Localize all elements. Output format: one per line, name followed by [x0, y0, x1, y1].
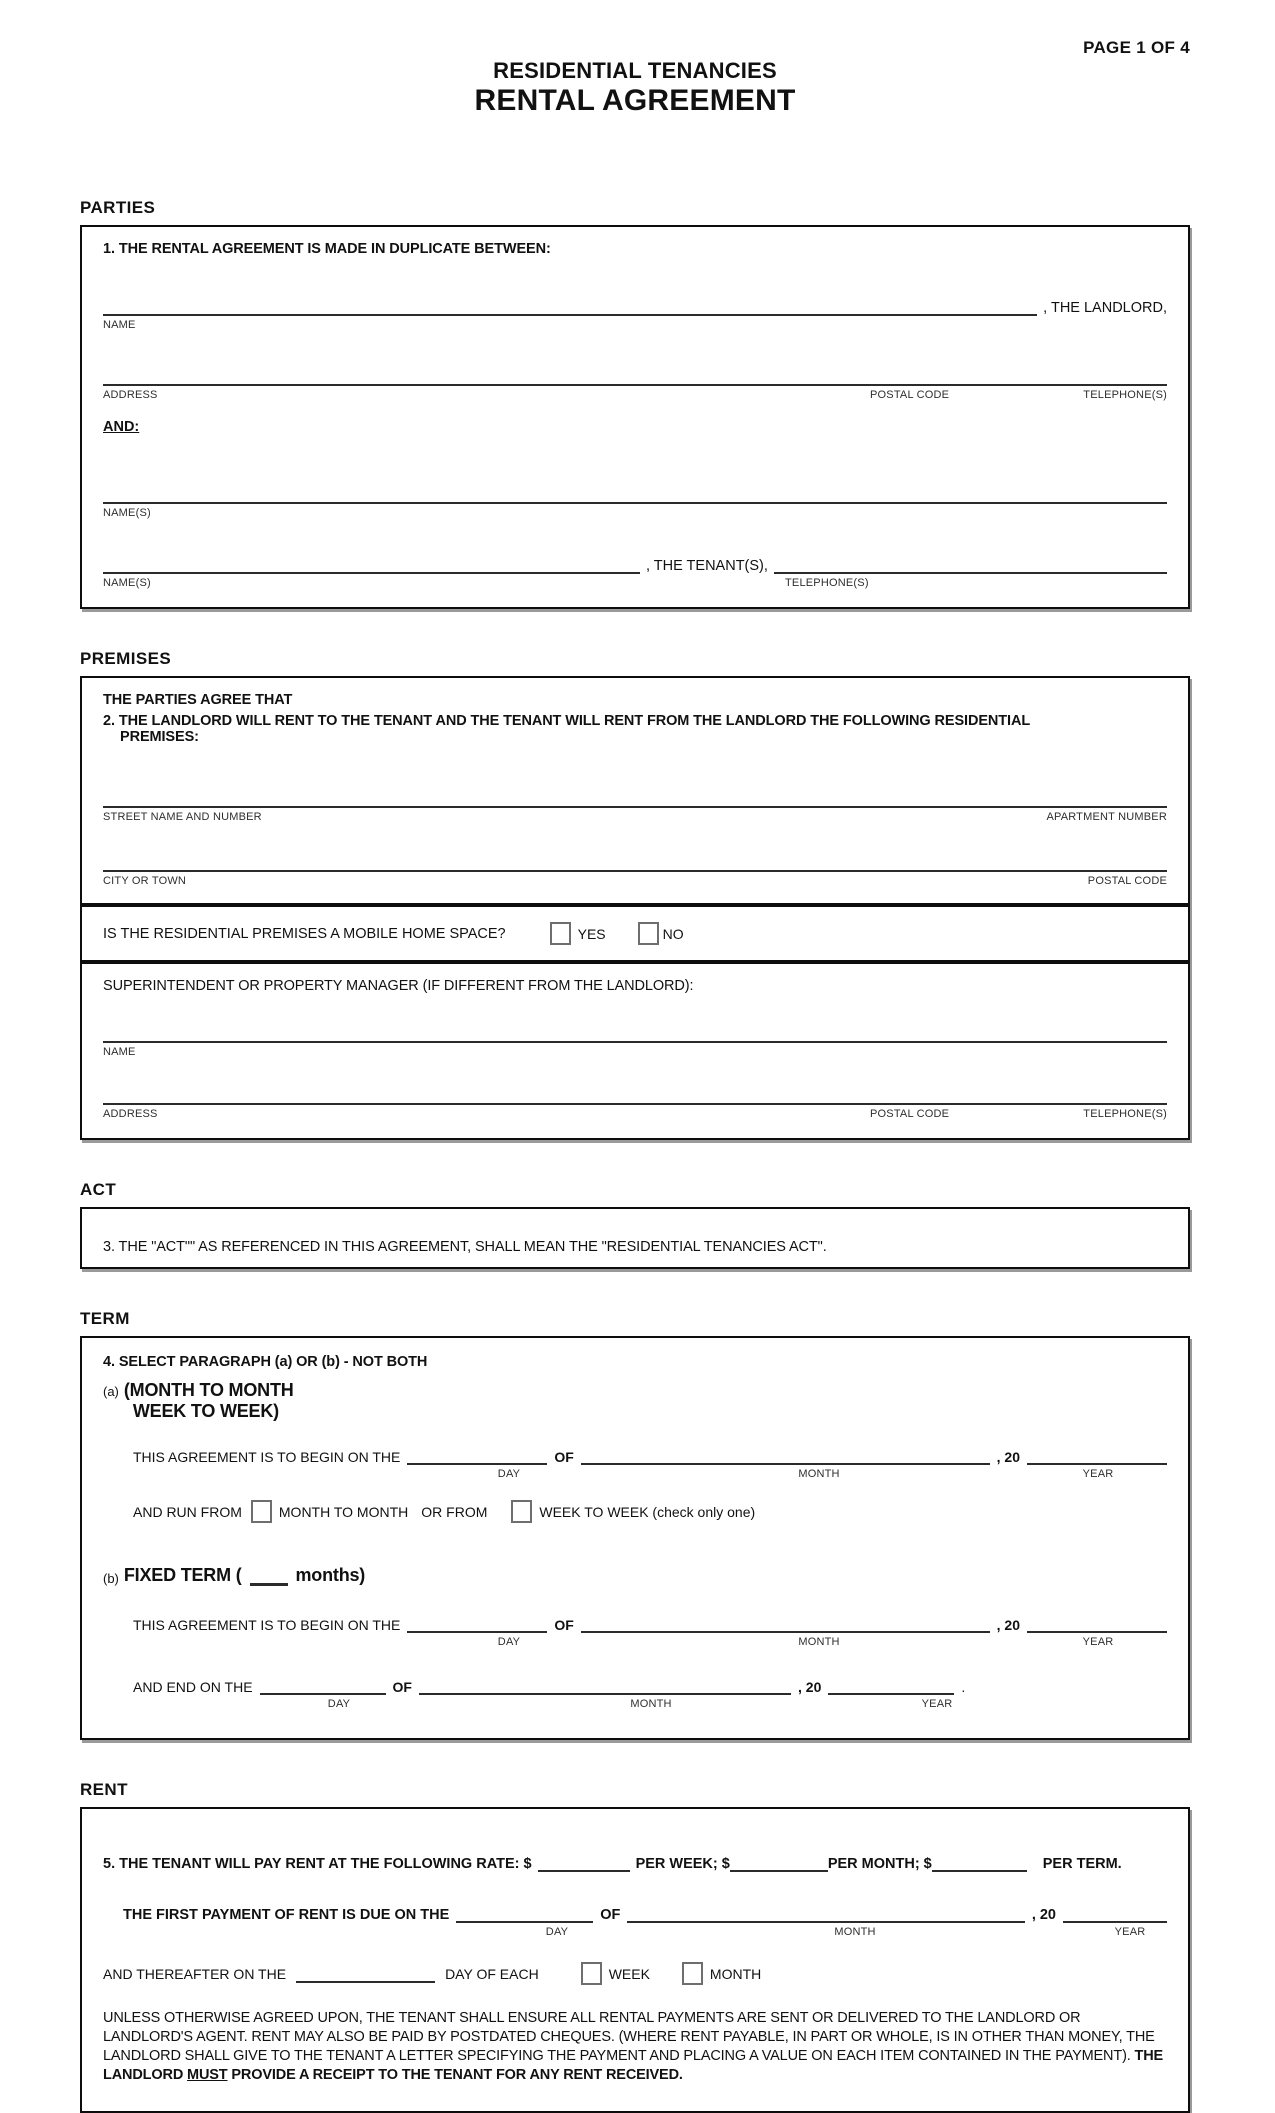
landlord-name-row: [103, 297, 1167, 316]
superintendent-name-field[interactable]: [103, 1024, 1167, 1043]
thereafter-text: AND THEREAFTER ON THE: [103, 1965, 287, 1982]
tenant-label-row: [103, 577, 1167, 591]
first-payment-day-field[interactable]: [456, 1904, 593, 1923]
superintendent-address-field[interactable]: [103, 1086, 1167, 1105]
rent-rate-row: [103, 1853, 1167, 1872]
first-payment-row: [103, 1904, 1167, 1923]
term-b-begin-month-field[interactable]: [581, 1614, 990, 1633]
begin-text-b: THIS AGREEMENT IS TO BEGIN ON THE: [133, 1617, 401, 1633]
tenant-signature-row: [103, 555, 1167, 574]
term-a-begin-day-field[interactable]: [407, 1446, 547, 1465]
tenant-names-label-row: [103, 507, 1167, 521]
rate-term-text: PER TERM.: [1042, 1856, 1122, 1872]
month-to-month-label: MONTH TO MONTH: [278, 1503, 409, 1520]
superintendent-address-label: ADDRESS: [103, 1108, 158, 1120]
end-text: AND END ON THE: [133, 1679, 253, 1695]
landlord-name-field[interactable]: [103, 297, 1037, 316]
name-label: NAME: [103, 319, 136, 331]
day-label: DAY: [497, 1468, 521, 1480]
term-b-end-day-field[interactable]: [260, 1676, 386, 1695]
comma-20: , 20: [996, 1449, 1020, 1465]
comma-20-b: , 20: [996, 1617, 1020, 1633]
landlord-name-label-row: [103, 319, 1167, 333]
tenant-names-row: [103, 485, 1167, 504]
run-from-text: AND RUN FROM: [133, 1503, 242, 1520]
act-box: [80, 1207, 1190, 1269]
fixed-term-post: months): [295, 1565, 366, 1585]
clause-2-line2: PREMISES:: [120, 729, 199, 745]
superintendent-telephones-label: TELEPHONE(S): [1083, 1108, 1167, 1120]
tenant-telephone-field[interactable]: [774, 555, 1167, 574]
mobile-home-question: IS THE RESIDENTIAL PREMISES A MOBILE HOME SPACE?: [103, 925, 506, 942]
parties-agree-text: THE PARTIES AGREE THAT: [103, 692, 293, 708]
document-title-line1: RESIDENTIAL TENANCIES: [493, 58, 777, 83]
clause-1: 1. THE RENTAL AGREEMENT IS MADE IN DUPLICATE BETWEEN:: [103, 241, 551, 257]
week-to-week-label: WEEK TO WEEK (check only one): [539, 1503, 756, 1520]
comma-20-rent: , 20: [1031, 1907, 1056, 1923]
month-label-end: MONTH: [630, 1698, 672, 1710]
superintendent-postal-label: POSTAL CODE: [870, 1108, 950, 1120]
month-label-b: MONTH: [798, 1636, 840, 1648]
fixed-term-pre: FIXED TERM (: [123, 1565, 242, 1585]
section-heading-premises: PREMISES: [80, 649, 172, 668]
of-label: OF: [554, 1449, 574, 1465]
day-of-each-text: DAY OF EACH: [445, 1965, 539, 1982]
day-label-b: DAY: [497, 1636, 521, 1648]
clause-4: 4. SELECT PARAGRAPH (a) OR (b) - NOT BOTH: [103, 1354, 428, 1370]
yes-label: YES: [577, 925, 606, 942]
postal-label: POSTAL CODE: [1087, 875, 1167, 887]
rent-paragraph-bold-pre: THE LANDLORD: [103, 2048, 1164, 2083]
mobile-home-box: [80, 905, 1190, 962]
apartment-label: APARTMENT NUMBER: [1046, 811, 1167, 823]
rate-pre: 5. THE TENANT WILL PAY RENT AT THE FOLLOWING RATE: $: [103, 1856, 532, 1872]
day-label-rent: DAY: [545, 1926, 569, 1938]
first-payment-month-field[interactable]: [627, 1904, 1024, 1923]
rent-week-label: WEEK: [608, 1965, 650, 1982]
rent-month-checkbox[interactable]: [682, 1962, 703, 1985]
term-a-begin-row: [103, 1446, 1167, 1465]
first-payment-text: THE FIRST PAYMENT OF RENT IS DUE ON THE: [123, 1907, 450, 1923]
term-b-begin-day-field[interactable]: [407, 1614, 547, 1633]
superintendent-name-row: [103, 1024, 1167, 1043]
term-box: [80, 1336, 1190, 1740]
clause-3: 3. THE "ACT"" AS REFERENCED IN THIS AGREEMENT, SHALL MEAN THE "RESIDENTIAL TENANCIES ACT".: [103, 1239, 827, 1255]
tenant-suffix: , THE TENANT(S),: [646, 558, 768, 574]
month-label: MONTH: [798, 1468, 840, 1480]
superintendent-box: [80, 962, 1190, 1140]
parties-box: [80, 225, 1190, 609]
and-label: AND:: [103, 419, 140, 435]
tenant-names-field[interactable]: [103, 485, 1167, 504]
rent-paragraph: [103, 2009, 1167, 2085]
of-label-rent: OF: [600, 1907, 621, 1923]
day-label-end: DAY: [327, 1698, 351, 1710]
address-label: ADDRESS: [103, 389, 158, 401]
tenant-name-field[interactable]: [103, 555, 640, 574]
year-label-rent: YEAR: [1114, 1926, 1146, 1938]
first-payment-labels: [103, 1926, 1167, 1940]
week-to-week-checkbox[interactable]: [511, 1500, 532, 1523]
mobile-home-row: [103, 922, 1167, 945]
term-a-run-row: [103, 1500, 1167, 1523]
first-payment-year-field[interactable]: [1063, 1904, 1167, 1923]
superintendent-name-label: NAME: [103, 1046, 136, 1058]
term-b-end-row: [103, 1676, 1167, 1695]
superintendent-address-label-row: [103, 1108, 1167, 1122]
mobile-home-yes-checkbox[interactable]: [550, 922, 571, 945]
rate-week-text: PER WEEK; $: [635, 1856, 730, 1872]
landlord-address-field[interactable]: [103, 367, 1167, 386]
paragraph-a-title: [103, 1380, 1167, 1422]
postal-code-label: POSTAL CODE: [870, 389, 950, 401]
term-b-end-labels: [103, 1698, 1167, 1712]
mobile-home-no-checkbox[interactable]: [638, 922, 659, 945]
term-b-begin-year-field[interactable]: [1027, 1614, 1167, 1633]
comma-20-end: , 20: [798, 1679, 822, 1695]
year-label: YEAR: [1082, 1468, 1114, 1480]
rent-box: [80, 1807, 1190, 2113]
term-a-begin-labels: [103, 1468, 1167, 1482]
paragraph-a-letter: (a): [103, 1384, 119, 1399]
term-b-begin-row: [103, 1614, 1167, 1633]
city-field[interactable]: [103, 853, 1167, 872]
month-label-rent: MONTH: [834, 1926, 876, 1938]
superintendent-name-label-row: [103, 1046, 1167, 1060]
rent-paragraph-must: MUST: [187, 2067, 228, 2083]
rent-per-month-field[interactable]: [730, 1853, 828, 1872]
superintendent-text: SUPERINTENDENT OR PROPERTY MANAGER (IF DIFFERENT FROM THE LANDLORD):: [103, 978, 694, 994]
street-label: STREET NAME AND NUMBER: [103, 811, 262, 823]
street-row: [103, 789, 1167, 808]
document-title-line2: RENTAL AGREEMENT: [474, 84, 796, 117]
term-b-end-year-field[interactable]: [828, 1676, 954, 1695]
of-label-end: OF: [392, 1679, 412, 1695]
section-heading-act: ACT: [80, 1180, 117, 1199]
or-from-text: OR FROM: [421, 1503, 488, 1520]
clause-2-line1: 2. THE LANDLORD WILL RENT TO THE TENANT AND THE TENANT WILL RENT FROM THE LANDLORD THE FOLLOWING RESIDENTIAL: [103, 713, 1031, 729]
month-to-month-checkbox[interactable]: [251, 1500, 272, 1523]
rent-week-checkbox[interactable]: [581, 1962, 602, 1985]
section-heading-term: TERM: [80, 1309, 130, 1328]
year-label-end: YEAR: [921, 1698, 953, 1710]
telephones-label: TELEPHONE(S): [1083, 389, 1167, 401]
term-a-begin-month-field[interactable]: [581, 1446, 990, 1465]
landlord-address-row: [103, 367, 1167, 386]
names-label-2: NAME(S): [103, 577, 151, 589]
page-number: PAGE 1 OF 4: [1083, 38, 1190, 57]
fixed-term-months-field[interactable]: [250, 1567, 288, 1586]
landlord-address-label-row: [103, 389, 1167, 403]
begin-text: THIS AGREEMENT IS TO BEGIN ON THE: [133, 1449, 401, 1465]
rent-per-week-field[interactable]: [538, 1853, 630, 1872]
rent-paragraph-bold-post: PROVIDE A RECEIPT TO THE TENANT FOR ANY RENT RECEIVED.: [227, 2067, 683, 2083]
street-field[interactable]: [103, 789, 1167, 808]
year-label-b: YEAR: [1082, 1636, 1114, 1648]
street-label-row: [103, 811, 1167, 825]
paragraph-a-heading: (MONTH TO MONTH WEEK TO WEEK): [123, 1380, 294, 1421]
section-heading-parties: PARTIES: [80, 198, 156, 217]
term-b-begin-labels: [103, 1636, 1167, 1650]
no-label: NO: [662, 925, 684, 942]
telephones-label-2: TELEPHONE(S): [785, 577, 869, 589]
term-b-end-month-field[interactable]: [419, 1676, 791, 1695]
thereafter-row: [103, 1962, 1167, 1985]
paragraph-b-title: [103, 1565, 1167, 1586]
paragraph-b-letter: (b): [103, 1571, 119, 1586]
thereafter-day-field[interactable]: [296, 1964, 435, 1983]
rent-paragraph-regular: UNLESS OTHERWISE AGREED UPON, THE TENANT SHALL ENSURE ALL RENTAL PAYMENTS ARE SENT OR DELIVERED TO THE LANDLORD OR LANDLORD'S AGENT. RENT MAY ALSO BE PAID BY POSTDATED CHEQUES. (WHERE RENT PAYABLE, IN PART OR WHOLE, IS IN OTHER THAN MONEY, THE LANDLORD SHALL GIVE TO THE TENANT A LETTER SPECIFYING THE PAYMENT AND PLACING A VALUE ON EACH ITEM CONTAINED IN THE PAYMENT).: [103, 2010, 1155, 2064]
of-label-b: OF: [554, 1617, 574, 1633]
city-row: [103, 853, 1167, 872]
city-label: CITY OR TOWN: [103, 875, 187, 887]
end-period: .: [961, 1679, 966, 1695]
names-label: NAME(S): [103, 507, 151, 519]
rent-per-term-field[interactable]: [932, 1853, 1027, 1872]
section-heading-rent: RENT: [80, 1780, 128, 1799]
city-label-row: [103, 875, 1167, 889]
term-a-begin-year-field[interactable]: [1027, 1446, 1167, 1465]
superintendent-address-row: [103, 1086, 1167, 1105]
premises-box: [80, 676, 1190, 905]
rate-month-text: PER MONTH; $: [827, 1856, 932, 1872]
rent-month-label: MONTH: [709, 1965, 762, 1982]
landlord-suffix: , THE LANDLORD,: [1043, 300, 1167, 316]
